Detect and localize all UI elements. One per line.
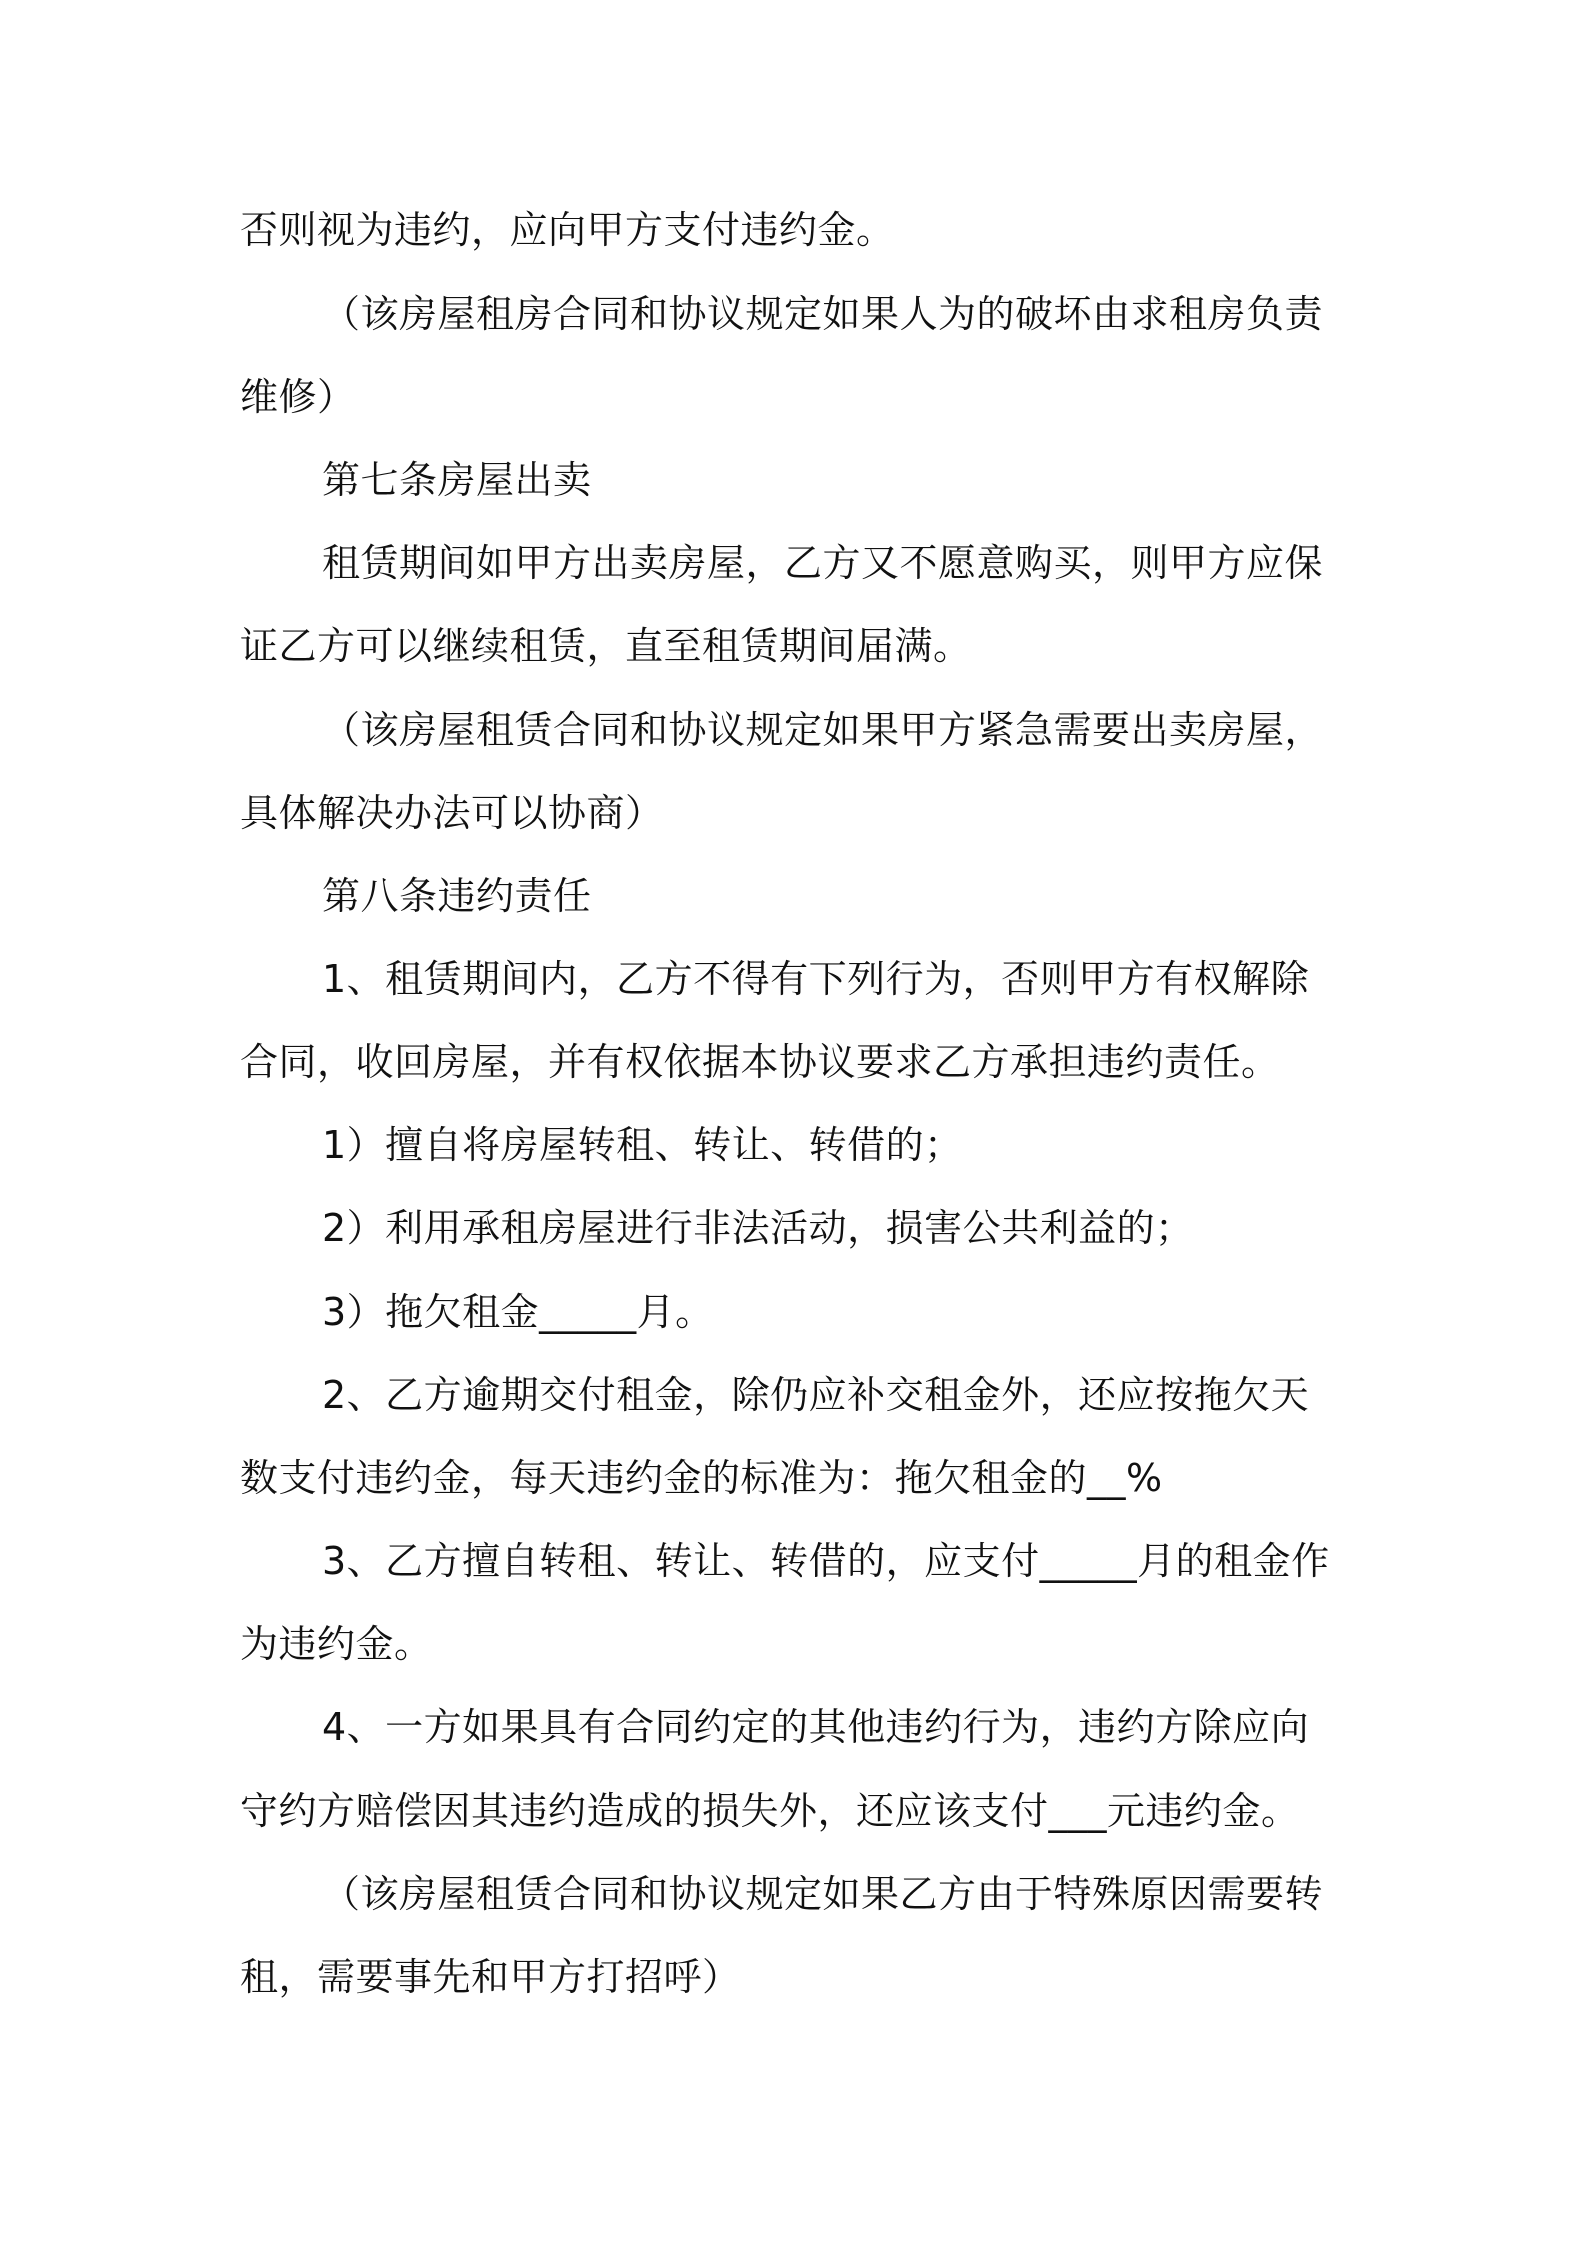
text-line: 守约方赔偿因其违约造成的损失外，还应该支付___元违约金。 — [240, 1789, 1300, 1833]
text-line: 4、一方如果具有合同约定的其他违约行为，违约方除应向 — [322, 1705, 1310, 1749]
text-line: （该房屋租赁合同和协议规定如果甲方紧急需要出卖房屋， — [322, 708, 1324, 752]
list-item: 1）擅自将房屋转租、转让、转借的； — [322, 1123, 963, 1167]
text-line: 租赁期间如甲方出卖房屋，乙方又不愿意购买，则甲方应保 — [322, 541, 1324, 585]
text-line: （该房屋租赁合同和协议规定如果乙方由于特殊原因需要转 — [322, 1872, 1324, 1916]
text-line: 3、乙方擅自转租、转让、转借的，应支付_____月的租金作 — [322, 1539, 1330, 1583]
text-line: 2、乙方逾期交付租金，除仍应补交租金外，还应按拖欠天 — [322, 1373, 1310, 1417]
section-heading: 第七条房屋出卖 — [322, 458, 592, 502]
text-line: 证乙方可以继续租赁，直至租赁期间届满。 — [240, 624, 972, 668]
text-line: 维修） — [240, 375, 356, 419]
text-line: 数支付违约金，每天违约金的标准为：拖欠租金的__% — [240, 1456, 1163, 1500]
text-line: （该房屋租房合同和协议规定如果人为的破坏由求租房负责 — [322, 292, 1324, 336]
section-heading: 第八条违约责任 — [322, 874, 592, 918]
text-line: 合同，收回房屋，并有权依据本协议要求乙方承担违约责任。 — [240, 1040, 1280, 1084]
text-line: 1、租赁期间内，乙方不得有下列行为，否则甲方有权解除 — [322, 957, 1310, 1001]
text-line: 否则视为违约，应向甲方支付违约金。 — [240, 208, 895, 252]
list-item: 2）利用承租房屋进行非法活动，损害公共利益的； — [322, 1206, 1194, 1250]
list-item: 3）拖欠租金_____月。 — [322, 1290, 714, 1334]
text-line: 为违约金。 — [240, 1622, 433, 1666]
text-line: 具体解决办法可以协商） — [240, 791, 664, 835]
text-line: 租，需要事先和甲方打招呼） — [240, 1955, 741, 1999]
